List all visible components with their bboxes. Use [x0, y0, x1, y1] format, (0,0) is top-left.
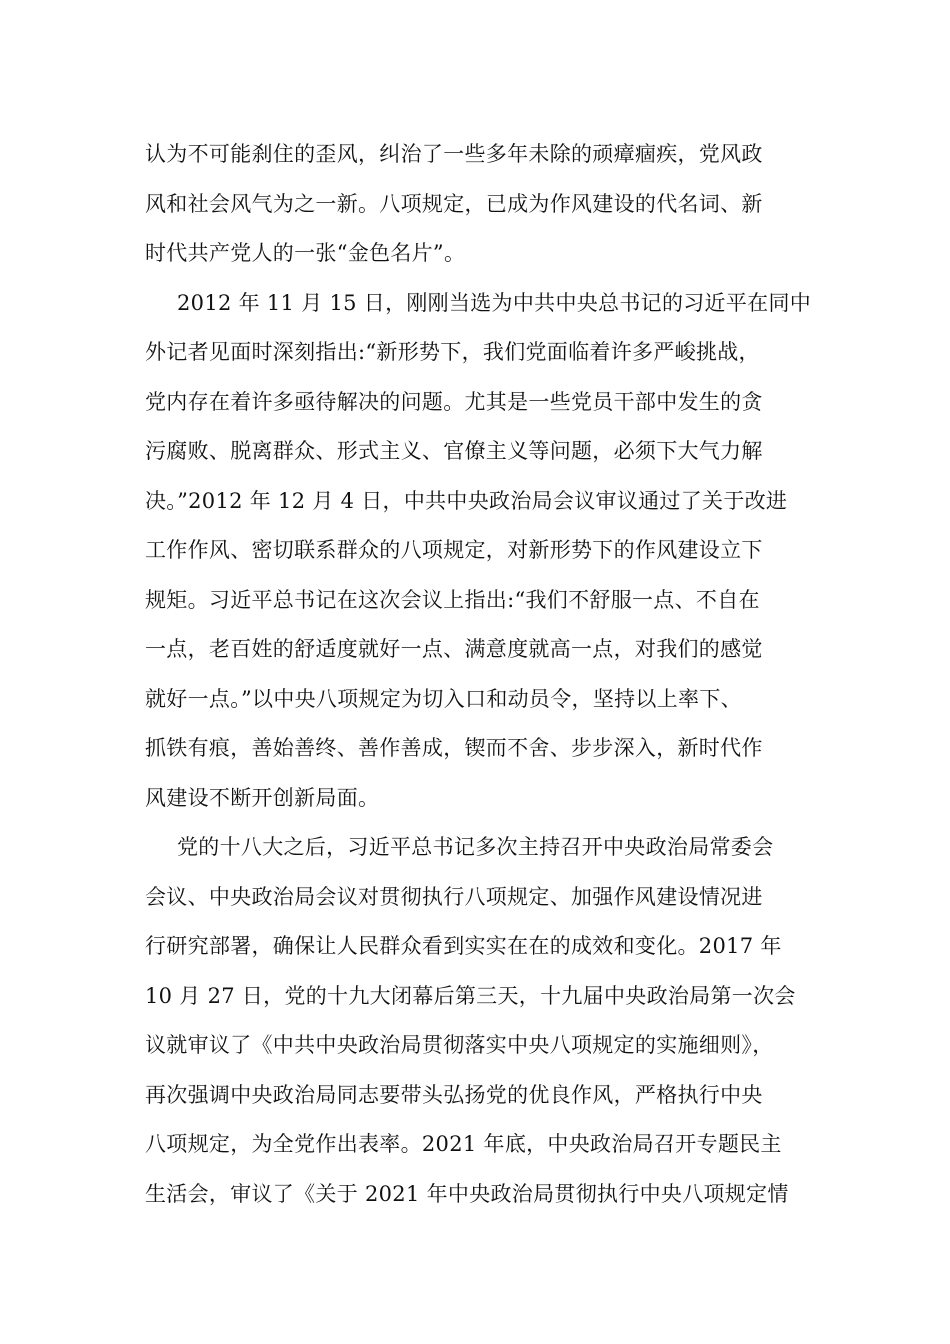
paragraph-1 — [145, 130, 805, 279]
text-line: 认为不可能刹住的歪风，纠治了一些多年未除的顽瘴痼疾，党风政 — [145, 142, 763, 166]
text-line: 会议、中央政治局会议对贯彻执行八项规定、加强作风建设情况进 — [145, 884, 763, 909]
paragraph-3 — [145, 823, 805, 1219]
text-line: 工作作风、密切联系群众的八项规定，对新形势下的作风建设立下 — [145, 538, 763, 562]
document-body — [145, 130, 812, 1219]
text-line: 外记者见面时深刻指出:“新形势下，我们党面临着许多严峻挑战， — [145, 340, 760, 364]
text-line: 议就审议了《中共中央政治局贯彻落实中央八项规定的实施细则》， — [145, 1033, 774, 1057]
text-line: 风建设不断开创新局面。 — [145, 785, 380, 810]
text-line: 规矩。习近平总书记在这次会议上指出:“我们不舒服一点、不自在 — [145, 587, 760, 612]
text-line: 2012 年 11 月 15 日，刚刚当选为中共中央总书记的习近平在同中 — [177, 290, 812, 315]
text-line: 决。”2012 年 12 月 4 日，中共中央政治局会议审议通过了关于改进 — [145, 488, 788, 513]
text-line: 行研究部署，确保让人民群众看到实实在在的成效和变化。2017 年 — [145, 934, 782, 958]
text-line: 再次强调中央政治局同志要带头弘扬党的优良作风，严格执行中央 — [145, 1082, 763, 1107]
text-line: 党内存在着许多亟待解决的问题。尤其是一些党员干部中发生的贪 — [145, 389, 763, 414]
text-line: 就好一点。”以中央八项规定为切入口和动员令，坚持以上率下、 — [145, 686, 742, 711]
text-line: 时代共产党人的一张“金色名片”。 — [145, 241, 466, 265]
text-line: 一点，老百姓的舒适度就好一点、满意度就高一点，对我们的感觉 — [145, 637, 763, 661]
paragraph-2 — [145, 279, 812, 824]
text-line: 污腐败、脱离群众、形式主义、官僚主义等问题，必须下大气力解 — [145, 439, 763, 463]
text-line: 10 月 27 日，党的十九大闭幕后第三天，十九届中央政治局第一次会 — [145, 983, 796, 1008]
text-line: 风和社会风气为之一新。八项规定，已成为作风建设的代名词、新 — [145, 191, 763, 216]
text-line: 生活会，审议了《关于 2021 年中央政治局贯彻执行中央八项规定情 — [145, 1181, 789, 1206]
text-line: 抓铁有痕，善始善终、善作善成，锲而不舍、步步深入，新时代作 — [145, 736, 763, 760]
text-line: 党的十八大之后，习近平总书记多次主持召开中央政治局常委会 — [177, 835, 774, 859]
text-line: 八项规定，为全党作出表率。2021 年底，中央政治局召开专题民主 — [145, 1132, 782, 1156]
